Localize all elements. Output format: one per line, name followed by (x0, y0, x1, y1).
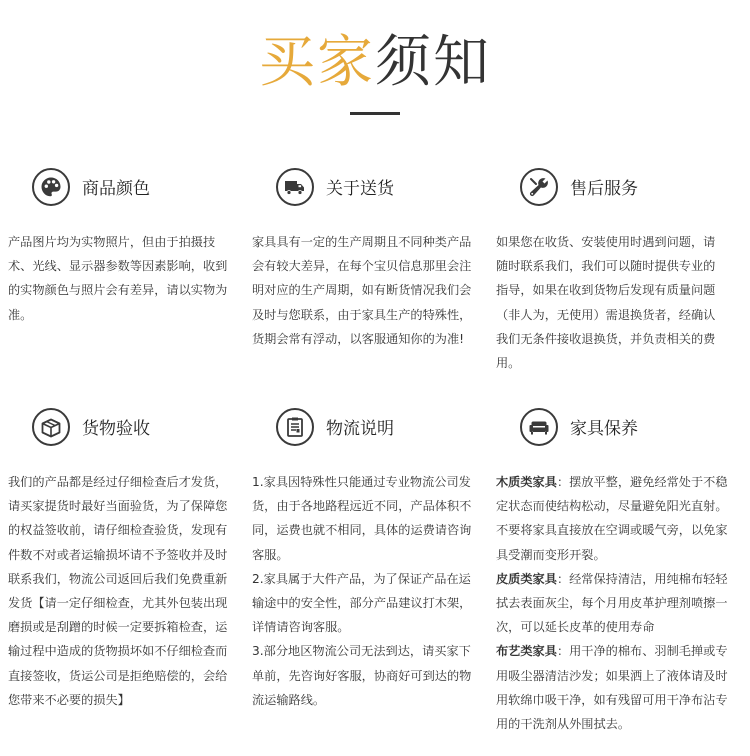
delivery-truck-icon (276, 168, 314, 206)
section-text: 1.家具因特殊性只能通过专业物流公司发货，由于各地路程远近不同，产品体积不同，运费也就不相同，具体的运费请咨询客服。 (252, 475, 472, 562)
section-furniture-care (496, 408, 732, 736)
section-inspection (8, 408, 228, 712)
section-title: 售后服务 (570, 179, 638, 199)
section-text: 产品图片均为实物照片，但由于拍摄技术、光线、显示器参数等因素影响，收到的实物颜色与照片会有差异，请以实物为准。 (8, 235, 228, 322)
section-delivery (252, 168, 472, 351)
palette-icon (32, 168, 70, 206)
sofa-icon (520, 408, 558, 446)
section-after-sales (496, 168, 716, 375)
section-title: 物流说明 (326, 419, 394, 439)
section-text: 我们的产品都是经过仔细检查后才发货，请买家提货时最好当面验货，为了保障您的权益签收前，请仔细检查验货，发现有件数不对或者运输损坏请不予签收并及时联系我们，物流公司返回后我们免费重新发货【请一定仔细检查，尤其外包装出现磨损或是刮蹭的时候一定要拆箱检查，运输过程中造成的货物损坏如不仔细检查而直接签收，货运公司是拒绝赔偿的，会给您带来不必要的损失】 (8, 475, 228, 707)
page-title-rest: 须知 (375, 30, 491, 95)
care-text: ：用干净的棉布、羽制毛掸或专用吸尘器清洁沙发；如果洒上了液体请及时用软绵巾吸干净，如有残留可用干净布沾专用的干洗剂从外围拭去。 (496, 644, 728, 732)
clipboard-icon (276, 408, 314, 446)
section-logistics (252, 408, 472, 712)
wrench-icon (520, 168, 558, 206)
section-product-color (8, 168, 228, 327)
section-text: 家具具有一定的生产周期且不同种类产品会有较大差异，在每个宝贝信息那里会注明对应的生产周期，如有断货情况我们会及时与您联系，由于家具生产的特殊性，货期会常有浮动，以客服通知你的为准! (252, 235, 472, 346)
care-wood (496, 470, 732, 567)
section-text: 3.部分地区物流公司无法到达，请买家下单前，先咨询好客服，协商好可到达的物流运输路线。 (252, 644, 472, 707)
title-underline (350, 112, 400, 115)
section-title: 家具保养 (570, 419, 638, 439)
care-label: 木质类家具 (496, 475, 557, 489)
section-text: 如果您在收货、安装使用时遇到问题，请随时联系我们，我们可以随时提供专业的指导，如果在收到货物后发现有质量问题（非人为，无使用）需退换货者，经确认我们无条件接收退换货，并负责相关的费用。 (496, 235, 716, 371)
care-label: 皮质类家具 (496, 571, 557, 586)
care-leather (496, 567, 732, 640)
section-text: 2.家具属于大件产品，为了保证产品在运输途中的安全性，部分产品建议打木架，详情请咨询客服。 (252, 571, 472, 635)
section-title: 商品颜色 (82, 179, 150, 199)
section-title: 货物验收 (82, 419, 150, 439)
page-title (0, 28, 750, 98)
care-text: ：经常保持清洁，用纯棉布轻轻拭去表面灰尘，每个月用皮革护理剂喷擦一次，可以延长皮革的使用寿命 (496, 571, 728, 635)
care-fabric (496, 639, 732, 736)
package-icon (32, 408, 70, 446)
page-title-highlight: 买家 (259, 30, 375, 95)
care-text: ：摆放平整，避免经常处于不稳定状态而使结构松动，尽量避免阳光直射。不要将家具直接放在空调或暖气旁，以免家具受潮而变形开裂。 (496, 475, 728, 562)
section-title: 关于送货 (326, 179, 394, 199)
care-label: 布艺类家具 (496, 644, 557, 659)
